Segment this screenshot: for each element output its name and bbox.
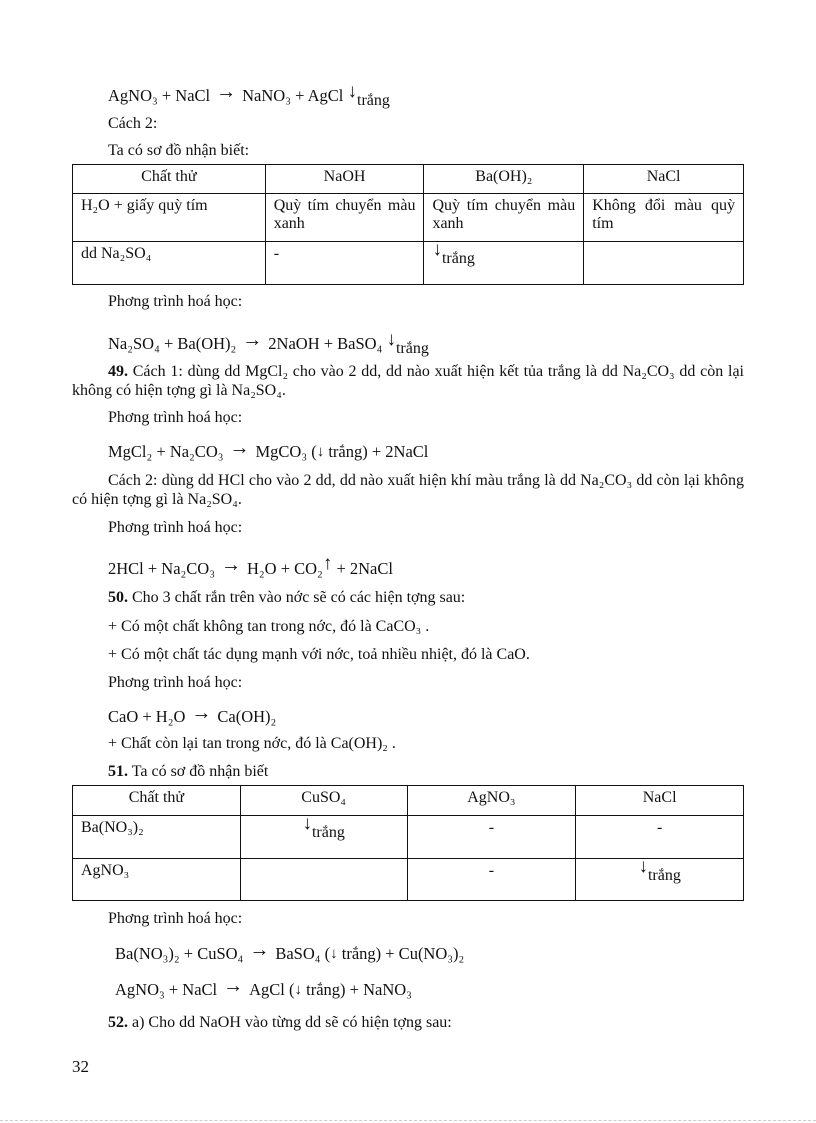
reaction-arrow: →: [220, 554, 241, 576]
table-cell: -: [407, 859, 576, 901]
page-number: 32: [72, 1057, 89, 1076]
table-cell: H₂O + giấy quỳ tím: [73, 194, 266, 242]
equation-heading: Phơng trình hoá học:: [108, 409, 243, 426]
reaction-arrow: →: [229, 437, 250, 459]
table-header-cell: Chất thử: [73, 165, 266, 194]
equation-right: H₂O + CO₂: [246, 559, 323, 578]
equation-left: Ba(NO₃)₂ + CuSO₄: [115, 944, 244, 963]
observation-line: + Có một chất không tan trong nớc, đó là CaCO₃ .: [108, 618, 430, 635]
table-header-cell: Ba(OH)₂: [424, 165, 584, 194]
precipitate-arrow: ↓: [347, 81, 357, 102]
equation-left: AgNO₃ + NaCl: [108, 86, 211, 105]
equation-heading: Phơng trình hoá học:: [108, 519, 243, 536]
table-row: [73, 242, 744, 285]
question-text: Cách 1: dùng dd MgCl₂ cho vào 2 dd, dd nào xuất hiện kết tủa trắng là dd Na₂CO₃ dd còn lại không có hiện tợng gì là Na₂SO₄.: [72, 363, 744, 399]
diagram-intro: Ta có sơ đồ nhận biết:: [108, 142, 250, 159]
equation-right-tail: + 2NaCl: [332, 559, 393, 578]
equation-right-tail: trắng) + 2NaCl: [324, 442, 429, 461]
table-row: [73, 816, 744, 859]
equation-bano32-cuso4: [115, 939, 465, 965]
question-number: 50.: [108, 589, 128, 606]
precipitate-arrow: ↓: [316, 444, 325, 460]
gas-arrow: ↑: [322, 553, 333, 574]
method-2-paragraph: Cách 2: dùng dd HCl cho vào 2 dd, dd nào xuất hiện khí màu trắng là dd Na₂CO₃ dd còn lại không có hiện tợng gì là Na₂SO₄.: [72, 472, 744, 508]
reaction-arrow: →: [242, 329, 263, 351]
question-52-paragraph: [108, 1013, 452, 1033]
equation-left: Na₂SO₄ + Ba(OH)₂: [108, 334, 237, 353]
table-cell: [584, 242, 744, 285]
observation-line: + Có một chất tác dụng mạnh với nớc, toả nhiều nhiệt, đó là CaO.: [108, 646, 530, 663]
table-cell-precipitate: [576, 856, 744, 901]
equation-heading: Phơng trình hoá học:: [108, 910, 243, 927]
reaction-arrow: →: [223, 975, 244, 997]
equation-left: AgNO₃ + NaCl: [115, 980, 218, 999]
reaction-arrow: →: [249, 939, 270, 961]
equation-heading: Phơng trình hoá học:: [108, 293, 243, 310]
table-cell: Ba(NO₃)₂: [73, 816, 241, 859]
precipitate-arrow: ↓: [302, 813, 312, 834]
table-cell: -: [576, 816, 744, 859]
table-header-cell: AgNO₃: [407, 786, 576, 816]
equation-mgcl2-na2co3: [108, 437, 429, 463]
table-row: [73, 859, 744, 901]
question-49-paragraph: [72, 362, 744, 400]
table-cell: Quỳ tím chuyển màu xanh: [424, 194, 584, 242]
question-text: Ta có sơ đồ nhận biết: [128, 763, 269, 780]
equation-right: Ca(OH)₂: [217, 707, 277, 726]
equation-heading: Phơng trình hoá học:: [108, 674, 243, 691]
method-2-label: Cách 2:: [108, 115, 158, 132]
table-cell: -: [265, 242, 424, 285]
precipitate-arrow: ↓: [638, 856, 648, 877]
equation-right: MgCO₃ (: [255, 442, 317, 461]
precipitate-label: trắng: [647, 867, 681, 884]
precipitate-arrow: ↓: [432, 239, 442, 260]
equation-right-tail: trắng) + Cu(NO₃)₂: [337, 944, 465, 963]
equation-right: NaNO₃ + AgCl: [242, 86, 344, 105]
precipitate-arrow: ↓: [330, 946, 338, 962]
precipitate-label: trắng: [357, 92, 390, 109]
precipitate-label: trắng: [441, 250, 475, 267]
table-cell: dd Na₂SO₄: [73, 242, 266, 285]
table-cell: [240, 859, 407, 901]
precipitate-arrow: ↓: [294, 982, 303, 998]
equation-cao-h2o: [108, 702, 277, 727]
table-header-cell: CuSO₄: [240, 786, 407, 816]
observation-line: + Chất còn lại tan trong nớc, đó là Ca(OH)₂ .: [108, 735, 396, 752]
table-row: [73, 194, 744, 242]
table-header-row: [73, 165, 744, 194]
question-text: a) Cho dd NaOH vào từng dd sẽ có hiện tợng sau:: [128, 1014, 452, 1031]
precipitate-label: trắng: [311, 824, 345, 841]
question-number: 52.: [108, 1014, 128, 1031]
equation-left: CaO + H₂O: [108, 707, 186, 726]
equation-right: BaSO₄ (: [275, 944, 331, 963]
question-50-paragraph: [108, 588, 465, 608]
table-cell-precipitate: [240, 813, 407, 859]
table-cell: AgNO₃: [73, 859, 241, 901]
question-51-paragraph: [108, 762, 268, 782]
identification-table-1: [72, 164, 744, 285]
equation-right: AgCl (: [249, 980, 295, 999]
reaction-arrow: →: [216, 81, 237, 103]
precipitate-arrow: ↓: [386, 329, 396, 350]
table-cell: -: [407, 816, 576, 859]
equation-agno3-nacl: [108, 81, 390, 109]
table-cell-precipitate: [424, 239, 584, 285]
table-cell: Quỳ tím chuyển màu xanh: [265, 194, 424, 242]
table-header-cell: NaOH: [265, 165, 424, 194]
table-header-cell: NaCl: [584, 165, 744, 194]
table-header-cell: NaCl: [576, 786, 744, 816]
table-header-row: [73, 786, 744, 816]
equation-right: 2NaOH + BaSO₄: [268, 334, 383, 353]
page-bottom-divider: [0, 1120, 816, 1121]
question-number: 49.: [108, 363, 128, 380]
equation-hcl-na2co3: [108, 553, 393, 579]
equation-left: 2HCl + Na₂CO₃: [108, 559, 215, 578]
question-number: 51.: [108, 763, 128, 780]
question-text: Cho 3 chất rắn trên vào nớc sẽ có các hiện tợng sau:: [128, 589, 466, 606]
equation-left: MgCl₂ + Na₂CO₃: [108, 442, 224, 461]
precipitate-label: trắng: [395, 340, 429, 357]
reaction-arrow: →: [191, 702, 212, 724]
table-cell: Không đổi màu quỳ tím: [584, 194, 744, 242]
equation-right-tail: trắng) + NaNO₃: [302, 980, 412, 999]
equation-na2so4-baoh2: [108, 329, 429, 357]
equation-agno3-nacl-2: [115, 975, 412, 1001]
table-header-cell: Chất thử: [73, 786, 241, 816]
identification-table-2: [72, 785, 744, 901]
